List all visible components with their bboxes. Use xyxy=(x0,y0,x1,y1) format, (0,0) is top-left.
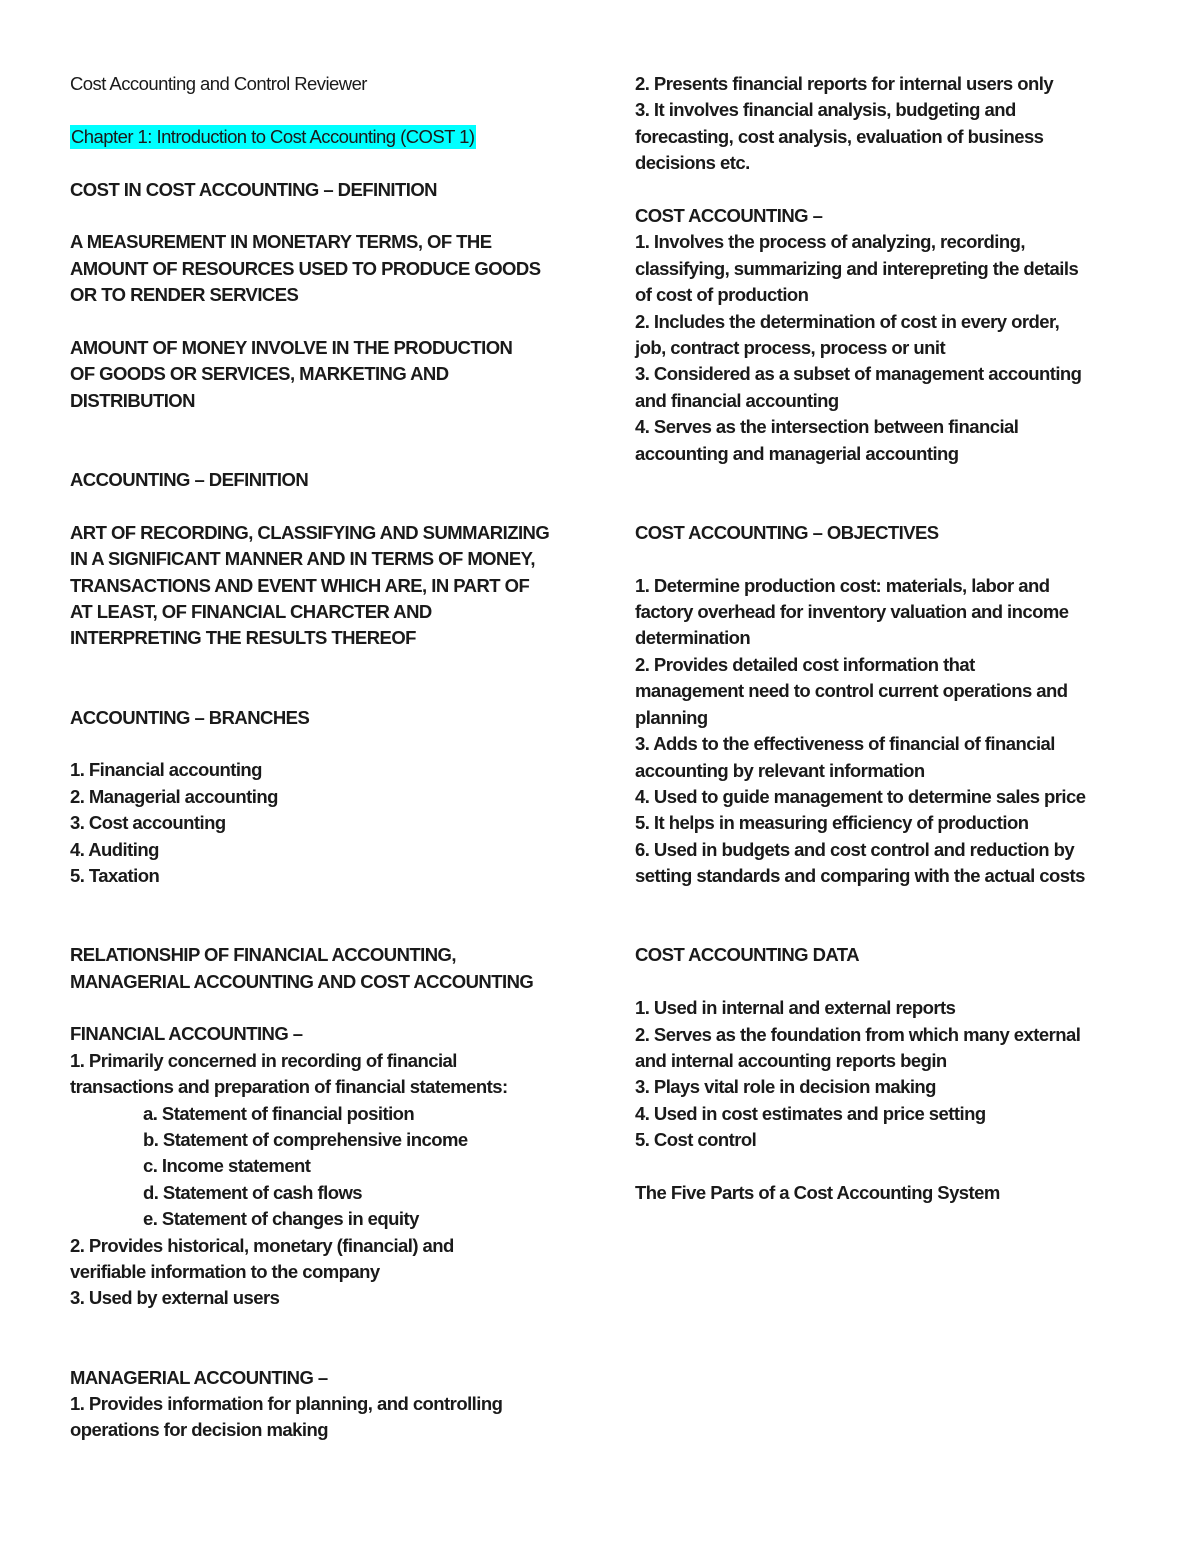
financial-accounting-heading: FINANCIAL ACCOUNTING – xyxy=(70,1023,303,1045)
managerial-accounting-item: 2. Presents financial reports for internal users only xyxy=(635,73,1054,94)
cost-accounting-item: 3. Considered as a subset of management accounting xyxy=(635,363,1082,385)
five-parts-heading: The Five Parts of a Cost Accounting System xyxy=(635,1181,1000,1203)
data-item: and internal accounting reports begin xyxy=(635,1049,947,1071)
data-item: 5. Cost control xyxy=(635,1129,757,1151)
financial-statement-subitem: d. Statement of cash flows xyxy=(143,1181,363,1203)
cost-definition-line: A MEASUREMENT IN MONETARY TERMS, OF THE xyxy=(70,231,492,253)
financial-statement-subitem: b. Statement of comprehensive income xyxy=(143,1129,468,1151)
cost-definition-line: AMOUNT OF MONEY INVOLVE IN THE PRODUCTION xyxy=(70,337,513,358)
financial-accounting-item: 2. Provides historical, monetary (financial) and xyxy=(70,1234,454,1256)
financial-statement-subitem: c. Income statement xyxy=(143,1155,311,1177)
data-item: 4. Used in cost estimates and price setting xyxy=(635,1102,986,1124)
branch-item: 2. Managerial accounting xyxy=(70,785,278,807)
objective-item: 3. Adds to the effectiveness of financial of financial xyxy=(635,733,1055,755)
managerial-accounting-item: decisions etc. xyxy=(635,152,750,174)
financial-statement-subitem: e. Statement of changes in equity xyxy=(143,1208,419,1230)
objective-item: 6. Used in budgets and cost control and reduction by xyxy=(635,838,1075,860)
objective-item: 5. It helps in measuring efficiency of production xyxy=(635,812,1029,834)
cost-accounting-heading: COST ACCOUNTING – xyxy=(635,205,823,227)
accounting-definition-line: AT LEAST, OF FINANCIAL CHARCTER AND xyxy=(70,601,432,623)
financial-accounting-item: transactions and preparation of financial statements: xyxy=(70,1076,508,1098)
document-title: Cost Accounting and Control Reviewer xyxy=(70,73,367,94)
financial-statement-subitem: a. Statement of financial position xyxy=(143,1102,415,1124)
financial-accounting-item: 3. Used by external users xyxy=(70,1287,280,1309)
financial-accounting-item: verifiable information to the company xyxy=(70,1261,380,1283)
relationship-heading: MANAGERIAL ACCOUNTING AND COST ACCOUNTING xyxy=(70,970,534,992)
cost-accounting-item: job, contract process, process or unit xyxy=(635,337,946,359)
objective-item: 4. Used to guide management to determine sales price xyxy=(635,785,1086,807)
objective-item: accounting by relevant information xyxy=(635,759,925,781)
managerial-accounting-item: 3. It involves financial analysis, budgeting and xyxy=(635,99,1016,121)
cost-accounting-item: classifying, summarizing and interepreting the details xyxy=(635,257,1079,279)
cost-accounting-data-heading: COST ACCOUNTING DATA xyxy=(635,944,859,966)
cost-definition-line: DISTRIBUTION xyxy=(70,389,195,411)
accounting-definition-line: IN A SIGNIFICANT MANNER AND IN TERMS OF MONEY, xyxy=(70,548,535,570)
branch-item: 4. Auditing xyxy=(70,838,159,860)
branch-item: 5. Taxation xyxy=(70,865,160,887)
cost-accounting-item: and financial accounting xyxy=(635,389,839,411)
cost-accounting-item: 1. Involves the process of analyzing, recording, xyxy=(635,231,1025,253)
cost-accounting-item: 2. Includes the determination of cost in every order, xyxy=(635,310,1060,332)
cost-accounting-item: 4. Serves as the intersection between financial xyxy=(635,416,1019,438)
data-item: 3. Plays vital role in decision making xyxy=(635,1076,936,1098)
data-item: 1. Used in internal and external reports xyxy=(635,997,956,1019)
managerial-accounting-item: 1. Provides information for planning, and controlling xyxy=(70,1393,503,1415)
branch-item: 1. Financial accounting xyxy=(70,759,262,781)
accounting-definition-line: INTERPRETING THE RESULTS THEREOF xyxy=(70,627,416,649)
objective-item: factory overhead for inventory valuation and income xyxy=(635,601,1069,623)
accounting-definition-line: TRANSACTIONS AND EVENT WHICH ARE, IN PART OF xyxy=(70,574,530,596)
objective-item: management need to control current operations and xyxy=(635,680,1068,702)
managerial-accounting-item: forecasting, cost analysis, evaluation of business xyxy=(635,125,1044,147)
cost-definition-line: OF GOODS OR SERVICES, MARKETING AND xyxy=(70,363,449,385)
relationship-heading: RELATIONSHIP OF FINANCIAL ACCOUNTING, xyxy=(70,944,456,966)
objectives-heading: COST ACCOUNTING – OBJECTIVES xyxy=(635,521,939,543)
accounting-definition-line: ART OF RECORDING, CLASSIFYING AND SUMMARIZING xyxy=(70,521,550,543)
branches-heading: ACCOUNTING – BRANCHES xyxy=(70,706,310,728)
cost-accounting-item: of cost of production xyxy=(635,284,809,306)
left-column xyxy=(70,71,575,1444)
branch-item: 3. Cost accounting xyxy=(70,812,226,834)
objective-item: setting standards and comparing with the actual costs xyxy=(635,865,1085,887)
objective-item: planning xyxy=(635,706,708,728)
objective-item: 2. Provides detailed cost information that xyxy=(635,653,975,675)
managerial-accounting-item: operations for decision making xyxy=(70,1419,328,1441)
cost-definition-line: AMOUNT OF RESOURCES USED TO PRODUCE GOODS xyxy=(70,257,541,279)
cost-definition-line: OR TO RENDER SERVICES xyxy=(70,284,299,306)
cost-accounting-item: accounting and managerial accounting xyxy=(635,442,959,464)
cost-definition-heading: COST IN COST ACCOUNTING – DEFINITION xyxy=(70,178,437,200)
data-item: 2. Serves as the foundation from which many external xyxy=(635,1023,1081,1045)
managerial-accounting-heading: MANAGERIAL ACCOUNTING – xyxy=(70,1366,328,1388)
financial-accounting-item: 1. Primarily concerned in recording of financial xyxy=(70,1049,457,1071)
chapter-heading-highlighted: Chapter 1: Introduction to Cost Accounting (COST 1) xyxy=(71,125,475,147)
accounting-definition-heading: ACCOUNTING – DEFINITION xyxy=(70,469,309,490)
objective-item: determination xyxy=(635,627,751,649)
objective-item: 1. Determine production cost: materials, labor and xyxy=(635,574,1050,596)
right-column xyxy=(635,71,1155,1206)
